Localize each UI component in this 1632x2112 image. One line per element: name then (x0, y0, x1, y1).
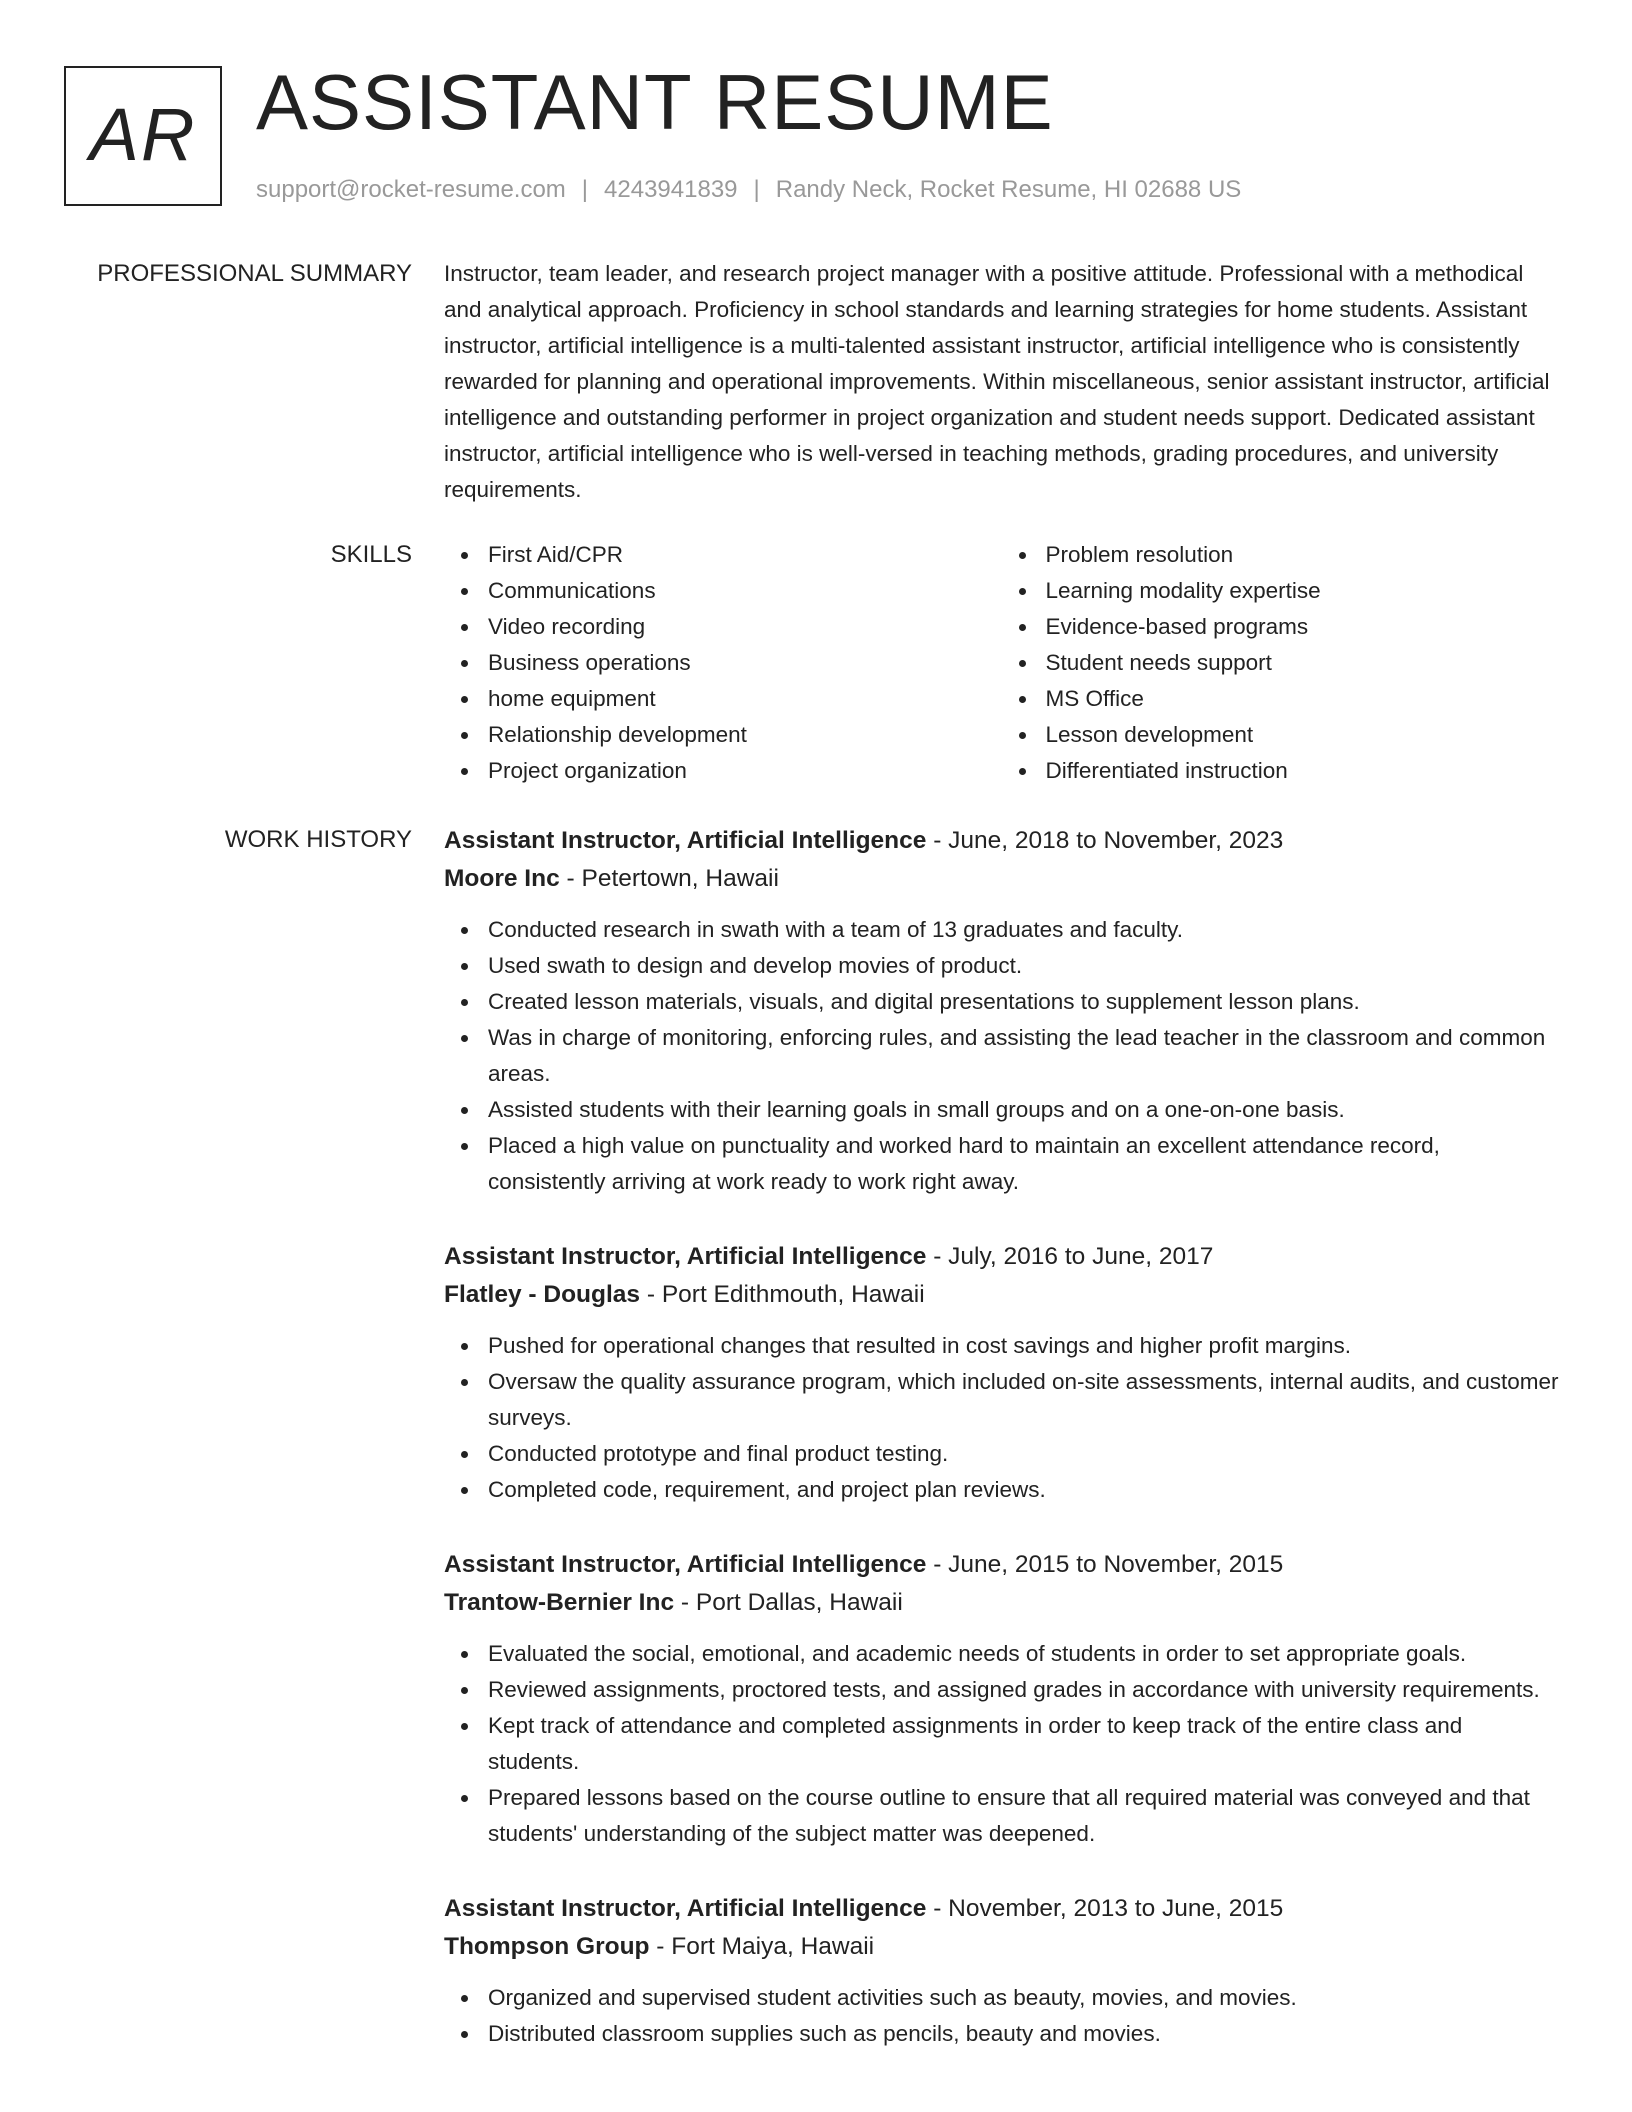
job-bullet: Kept track of attendance and completed assignments in order to keep track of the entire class and students. (488, 1708, 1559, 1780)
job-bullet: Completed code, requirement, and project plan reviews. (488, 1472, 1559, 1508)
skill-item: MS Office (1046, 681, 1560, 717)
skill-item: home equipment (488, 681, 1002, 717)
job-company-line (444, 860, 1559, 898)
job-entry (444, 1890, 1559, 2052)
job-title: Assistant Instructor, Artificial Intelligence (444, 1895, 927, 1922)
monogram-initials: AR (89, 92, 197, 176)
work-history-heading: WORK HISTORY (224, 826, 412, 853)
skill-item: Differentiated instruction (1046, 753, 1560, 789)
job-entry (444, 1238, 1559, 1508)
job-title-line (444, 1546, 1559, 1584)
work-history-body (444, 822, 1559, 2090)
job-bullet: Created lesson materials, visuals, and digital presentations to supplement lesson plans. (488, 984, 1559, 1020)
summary-text: Instructor, team leader, and research project manager with a positive attitude. Professional with a methodical and analytical approach. Proficiency in school standards and learning strategies for home students. Assistant instructor, artificial intelligence is a multi-talented assistant instructor, artificial intelligence who is consistently rewarded for planning and operational improvements. Within miscellaneous, senior assistant instructor, artificial intelligence and outstanding performer in project organization and student needs support. Dedicated assistant instructor, artificial intelligence who is well-versed in teaching methods, grading procedures, and university requirements. (444, 261, 1550, 502)
job-bullet: Organized and supervised student activities such as beauty, movies, and movies. (488, 1980, 1559, 2016)
job-company-line (444, 1928, 1559, 1966)
job-bullet: Conducted prototype and final product testing. (488, 1436, 1559, 1472)
job-bullet: Pushed for operational changes that resulted in cost savings and higher profit margins. (488, 1328, 1559, 1364)
job-company: Moore Inc (444, 865, 560, 892)
job-company-line (444, 1584, 1559, 1622)
job-entry (444, 822, 1559, 1200)
skills-list-right (1002, 537, 1560, 789)
job-bullet: Oversaw the quality assurance program, which included on-site assessments, internal audits, and customer surveys. (488, 1364, 1559, 1436)
job-location: - Petertown, Hawaii (559, 865, 779, 892)
job-title-line (444, 1238, 1559, 1276)
job-dates: - July, 2016 to June, 2017 (926, 1243, 1214, 1270)
contact-separator: | (581, 176, 589, 203)
job-company: Thompson Group (444, 1933, 650, 1960)
job-bullet: Assisted students with their learning goals in small groups and on a one-on-one basis. (488, 1092, 1559, 1128)
contact-separator: | (753, 176, 760, 203)
job-bullet: Reviewed assignments, proctored tests, and assigned grades in accordance with university requirements. (488, 1672, 1559, 1708)
job-bullet: Was in charge of monitoring, enforcing rules, and assisting the lead teacher in the classroom and common areas. (488, 1020, 1559, 1092)
skills-body (444, 537, 1559, 789)
job-dates: - June, 2015 to November, 2015 (926, 1551, 1284, 1578)
job-bullet: Placed a high value on punctuality and worked hard to maintain an excellent attendance record, consistently arriving at work ready to work right away. (488, 1128, 1559, 1200)
job-location: - Fort Maiya, Hawaii (649, 1933, 875, 1960)
contact-email: support@rocket-resume.com (256, 176, 566, 203)
skill-item: Relationship development (488, 717, 1002, 753)
job-title: Assistant Instructor, Artificial Intelligence (444, 1243, 927, 1270)
skill-item: Video recording (488, 609, 1002, 645)
job-bullet: Distributed classroom supplies such as pencils, beauty and movies. (488, 2016, 1559, 2052)
skill-item: Student needs support (1046, 645, 1560, 681)
job-dates: - June, 2018 to November, 2023 (926, 827, 1284, 854)
job-bullet-list (444, 912, 1559, 1200)
skills-heading: SKILLS (330, 541, 412, 568)
monogram-box (64, 66, 222, 206)
job-bullet: Evaluated the social, emotional, and academic needs of students in order to set appropriate goals. (488, 1636, 1559, 1672)
job-company: Trantow-Bernier Inc (444, 1589, 675, 1616)
skills-list-left (444, 537, 1002, 789)
skill-item: Learning modality expertise (1046, 573, 1560, 609)
contact-address: Randy Neck, Rocket Resume, HI 02688 US (775, 176, 1242, 203)
job-title-line (444, 822, 1559, 860)
skill-item: Problem resolution (1046, 537, 1560, 573)
job-dates: - November, 2013 to June, 2015 (926, 1895, 1284, 1922)
job-bullet-list (444, 1980, 1559, 2052)
job-location: - Port Dallas, Hawaii (674, 1589, 903, 1616)
contact-phone: 4243941839 (604, 176, 738, 203)
job-title: Assistant Instructor, Artificial Intelligence (444, 827, 927, 854)
job-bullet: Used swath to design and develop movies of product. (488, 948, 1559, 984)
summary-body (444, 256, 1559, 508)
skill-item: Lesson development (1046, 717, 1560, 753)
job-bullet: Conducted research in swath with a team of 13 graduates and faculty. (488, 912, 1559, 948)
skill-item: First Aid/CPR (488, 537, 1002, 573)
skill-item: Communications (488, 573, 1002, 609)
job-location: - Port Edithmouth, Hawaii (640, 1281, 925, 1308)
job-bullet-list (444, 1636, 1559, 1852)
skill-item: Business operations (488, 645, 1002, 681)
summary-heading: PROFESSIONAL SUMMARY (97, 260, 412, 287)
job-bullet-list (444, 1328, 1559, 1508)
job-title: Assistant Instructor, Artificial Intelligence (444, 1551, 927, 1578)
job-bullet: Prepared lessons based on the course outline to ensure that all required material was conveyed and that students' understanding of the subject matter was deepened. (488, 1780, 1559, 1852)
job-title-line (444, 1890, 1559, 1928)
job-entry (444, 1546, 1559, 1852)
job-company-line (444, 1276, 1559, 1314)
contact-line (256, 174, 1241, 206)
resume-title: ASSISTANT RESUME (256, 58, 1054, 146)
job-company: Flatley - Douglas (444, 1281, 641, 1308)
skill-item: Evidence-based programs (1046, 609, 1560, 645)
skill-item: Project organization (488, 753, 1002, 789)
